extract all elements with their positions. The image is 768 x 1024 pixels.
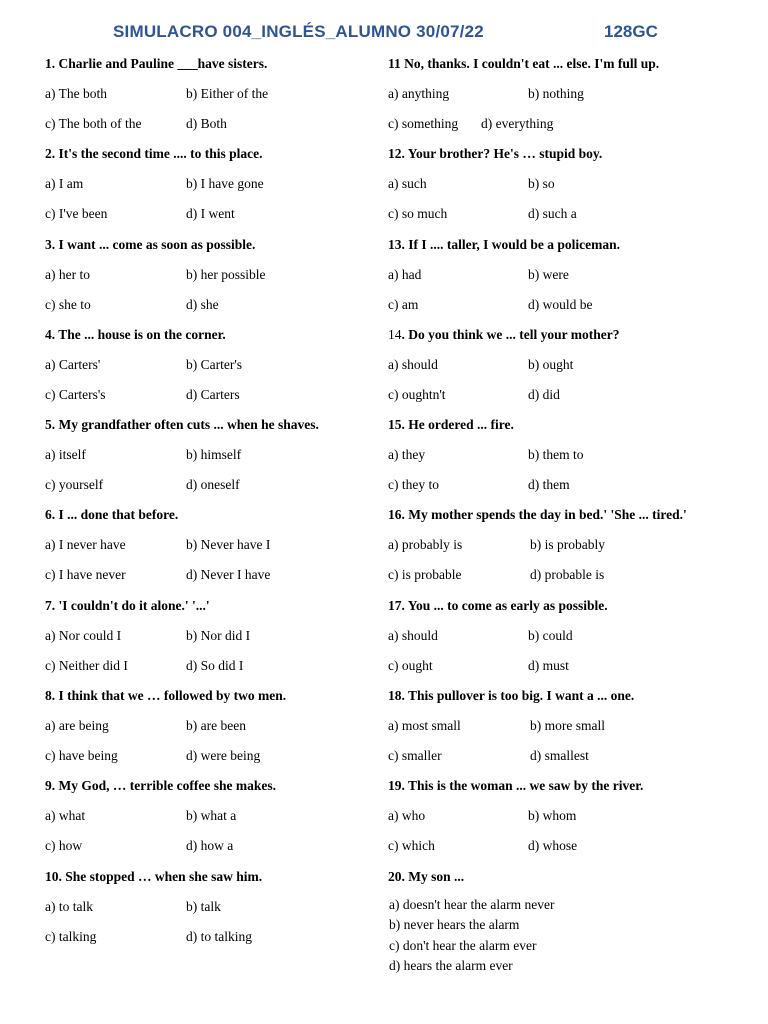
question-12 [388, 146, 748, 236]
question-17 [388, 598, 748, 688]
question-3 [45, 237, 375, 327]
question-stem: 18. This pullover is too big. I want a ... one. [388, 688, 635, 704]
question-stem: 1. Charlie and Pauline ___have sisters. [45, 56, 268, 71]
option-a: a) had [388, 266, 422, 282]
option-c: c) The both of the [45, 116, 142, 131]
question-stem: 5. My grandfather often cuts ... when he shaves. [45, 417, 319, 433]
option-a: a) are being [45, 718, 109, 734]
document-code: 128GC [604, 22, 658, 41]
question-stem: 3. I want ... come as soon as possible. [45, 236, 256, 252]
option-c: c) ought [388, 657, 433, 673]
option-d: d) Carters [186, 386, 240, 402]
question-stem: 6. I ... done that before. [45, 507, 179, 523]
question-6 [45, 507, 375, 597]
option-c: c) they to [388, 477, 439, 493]
option-b: b) them to [528, 447, 584, 463]
option-b: b) Carter's [186, 356, 243, 372]
option-a: a) Carters' [45, 356, 101, 372]
right-column [388, 56, 748, 974]
option-d: d) So did I [186, 657, 244, 673]
option-a: a) they [388, 447, 426, 463]
question-14 [388, 327, 748, 417]
option-d: d) everything [481, 116, 554, 131]
option-d: d) did [528, 386, 560, 402]
question-stem: 17. You ... to come as early as possible. [388, 597, 608, 613]
option-d: d) she [186, 296, 219, 312]
option-a: a) The both [45, 86, 107, 101]
option-a: a) such [388, 176, 427, 192]
left-column [45, 56, 375, 959]
option-c: c) is probable [388, 567, 462, 583]
option-a: a) should [388, 627, 438, 643]
option-b: b) ought [528, 356, 574, 372]
question-stem: 19. This is the woman ... we saw by the river. [388, 778, 644, 794]
option-a: a) should [388, 356, 438, 372]
option-b: b) Either of the [186, 86, 269, 101]
option-c: c) she to [45, 296, 91, 312]
question-19 [388, 778, 748, 868]
question-stem: 4. The ... house is on the corner. [45, 326, 226, 342]
question-stem: 10. She stopped … when she saw him. [45, 868, 263, 884]
option-b: b) her possible [186, 266, 266, 282]
option-d: d) whose [528, 838, 578, 854]
option-a: a) most small [388, 718, 461, 734]
option-a: a) anything [388, 86, 450, 101]
question-stem: 13. If I .... taller, I would be a policeman. [388, 236, 621, 252]
document-title: SIMULACRO 004_INGLÉS_ALUMNO 30/07/22 [113, 22, 484, 41]
question-stem: 16. My mother spends the day in bed.' 'She ... tired.' [388, 507, 687, 523]
option-b: b) what a [186, 808, 237, 824]
question-number: 14 [388, 326, 402, 342]
page-header [0, 22, 768, 46]
question-10 [45, 869, 375, 959]
option-b: b) so [528, 176, 555, 192]
question-4 [45, 327, 375, 417]
option-c: c) Neither did I [45, 657, 128, 673]
option-d: d) would be [528, 296, 593, 312]
question-2 [45, 146, 375, 236]
option-b: b) himself [186, 447, 242, 463]
option-d: d) hears the alarm ever [389, 958, 513, 974]
option-d: d) them [528, 477, 570, 493]
option-d: d) smallest [530, 748, 589, 764]
question-15 [388, 417, 748, 507]
option-d: d) probable is [530, 567, 605, 583]
option-c: c) I have never [45, 567, 126, 583]
option-d: d) I went [186, 206, 235, 222]
option-b: b) Nor did I [186, 627, 251, 643]
question-stem: 7. 'I couldn't do it alone.' '...' [45, 597, 210, 613]
question-9 [45, 778, 375, 868]
option-a: a) I never have [45, 537, 126, 553]
option-a: a) itself [45, 447, 86, 463]
question-stem: 9. My God, … terrible coffee she makes. [45, 778, 276, 794]
option-a: a) I am [45, 176, 84, 192]
option-d: d) Both [186, 116, 227, 131]
option-d: d) were being [186, 748, 261, 764]
question-stem [388, 327, 620, 343]
option-b: b) Never have I [186, 537, 271, 553]
option-c: c) have being [45, 748, 118, 764]
option-c: c) yourself [45, 477, 104, 493]
option-b: b) nothing [528, 86, 584, 101]
option-b: b) never hears the alarm [389, 917, 520, 933]
question-7 [45, 598, 375, 688]
option-a: a) her to [45, 266, 90, 282]
question-20 [388, 868, 748, 974]
question-stem: 20. My son ... [388, 868, 465, 884]
option-c: c) don't hear the alarm ever [389, 937, 537, 953]
option-b: b) whom [528, 808, 577, 824]
option-d: d) to talking [186, 928, 252, 944]
option-a: a) to talk [45, 898, 93, 914]
option-c: c) I've been [45, 206, 108, 222]
question-stem: 12. Your brother? He's … stupid boy. [388, 146, 603, 162]
question-8 [45, 688, 375, 778]
option-a: a) who [388, 808, 426, 824]
question-13 [388, 237, 748, 327]
question-stem: 15. He ordered ... fire. [388, 417, 514, 433]
option-b: b) are been [186, 718, 246, 734]
question-stem: 11 No, thanks. I couldn't eat ... else. I'm full up. [388, 56, 660, 71]
option-d: d) oneself [186, 477, 240, 493]
option-c: c) something [388, 116, 459, 131]
question-stem: 2. It's the second time .... to this place. [45, 146, 263, 162]
option-a: a) Nor could I [45, 627, 122, 643]
question-11 [388, 56, 748, 146]
question-16 [388, 507, 748, 597]
option-a: a) doesn't hear the alarm never [389, 896, 555, 912]
option-c: c) am [388, 296, 419, 312]
option-b: b) talk [186, 898, 221, 914]
question-5 [45, 417, 375, 507]
option-d: d) such a [528, 206, 577, 222]
question-18 [388, 688, 748, 778]
option-a: a) probably is [388, 537, 463, 553]
option-c: c) smaller [388, 748, 442, 764]
option-b: b) could [528, 627, 573, 643]
option-d: d) how a [186, 838, 234, 854]
option-c: c) Carters's [45, 386, 106, 402]
option-b: b) I have gone [186, 176, 264, 192]
option-c: c) how [45, 838, 83, 854]
option-b: b) is probably [530, 537, 605, 553]
question-1 [45, 56, 375, 146]
question-text: . Do you think we ... tell your mother? [401, 326, 620, 342]
option-c: c) which [388, 838, 435, 854]
option-c: c) talking [45, 928, 97, 944]
option-d: d) Never I have [186, 567, 271, 583]
option-b: b) were [528, 266, 569, 282]
option-a: a) what [45, 808, 86, 824]
option-b: b) more small [530, 718, 605, 734]
option-c: c) so much [388, 206, 448, 222]
option-c: c) oughtn't [388, 386, 446, 402]
option-d: d) must [528, 657, 569, 673]
question-stem: 8. I think that we … followed by two men. [45, 688, 287, 704]
